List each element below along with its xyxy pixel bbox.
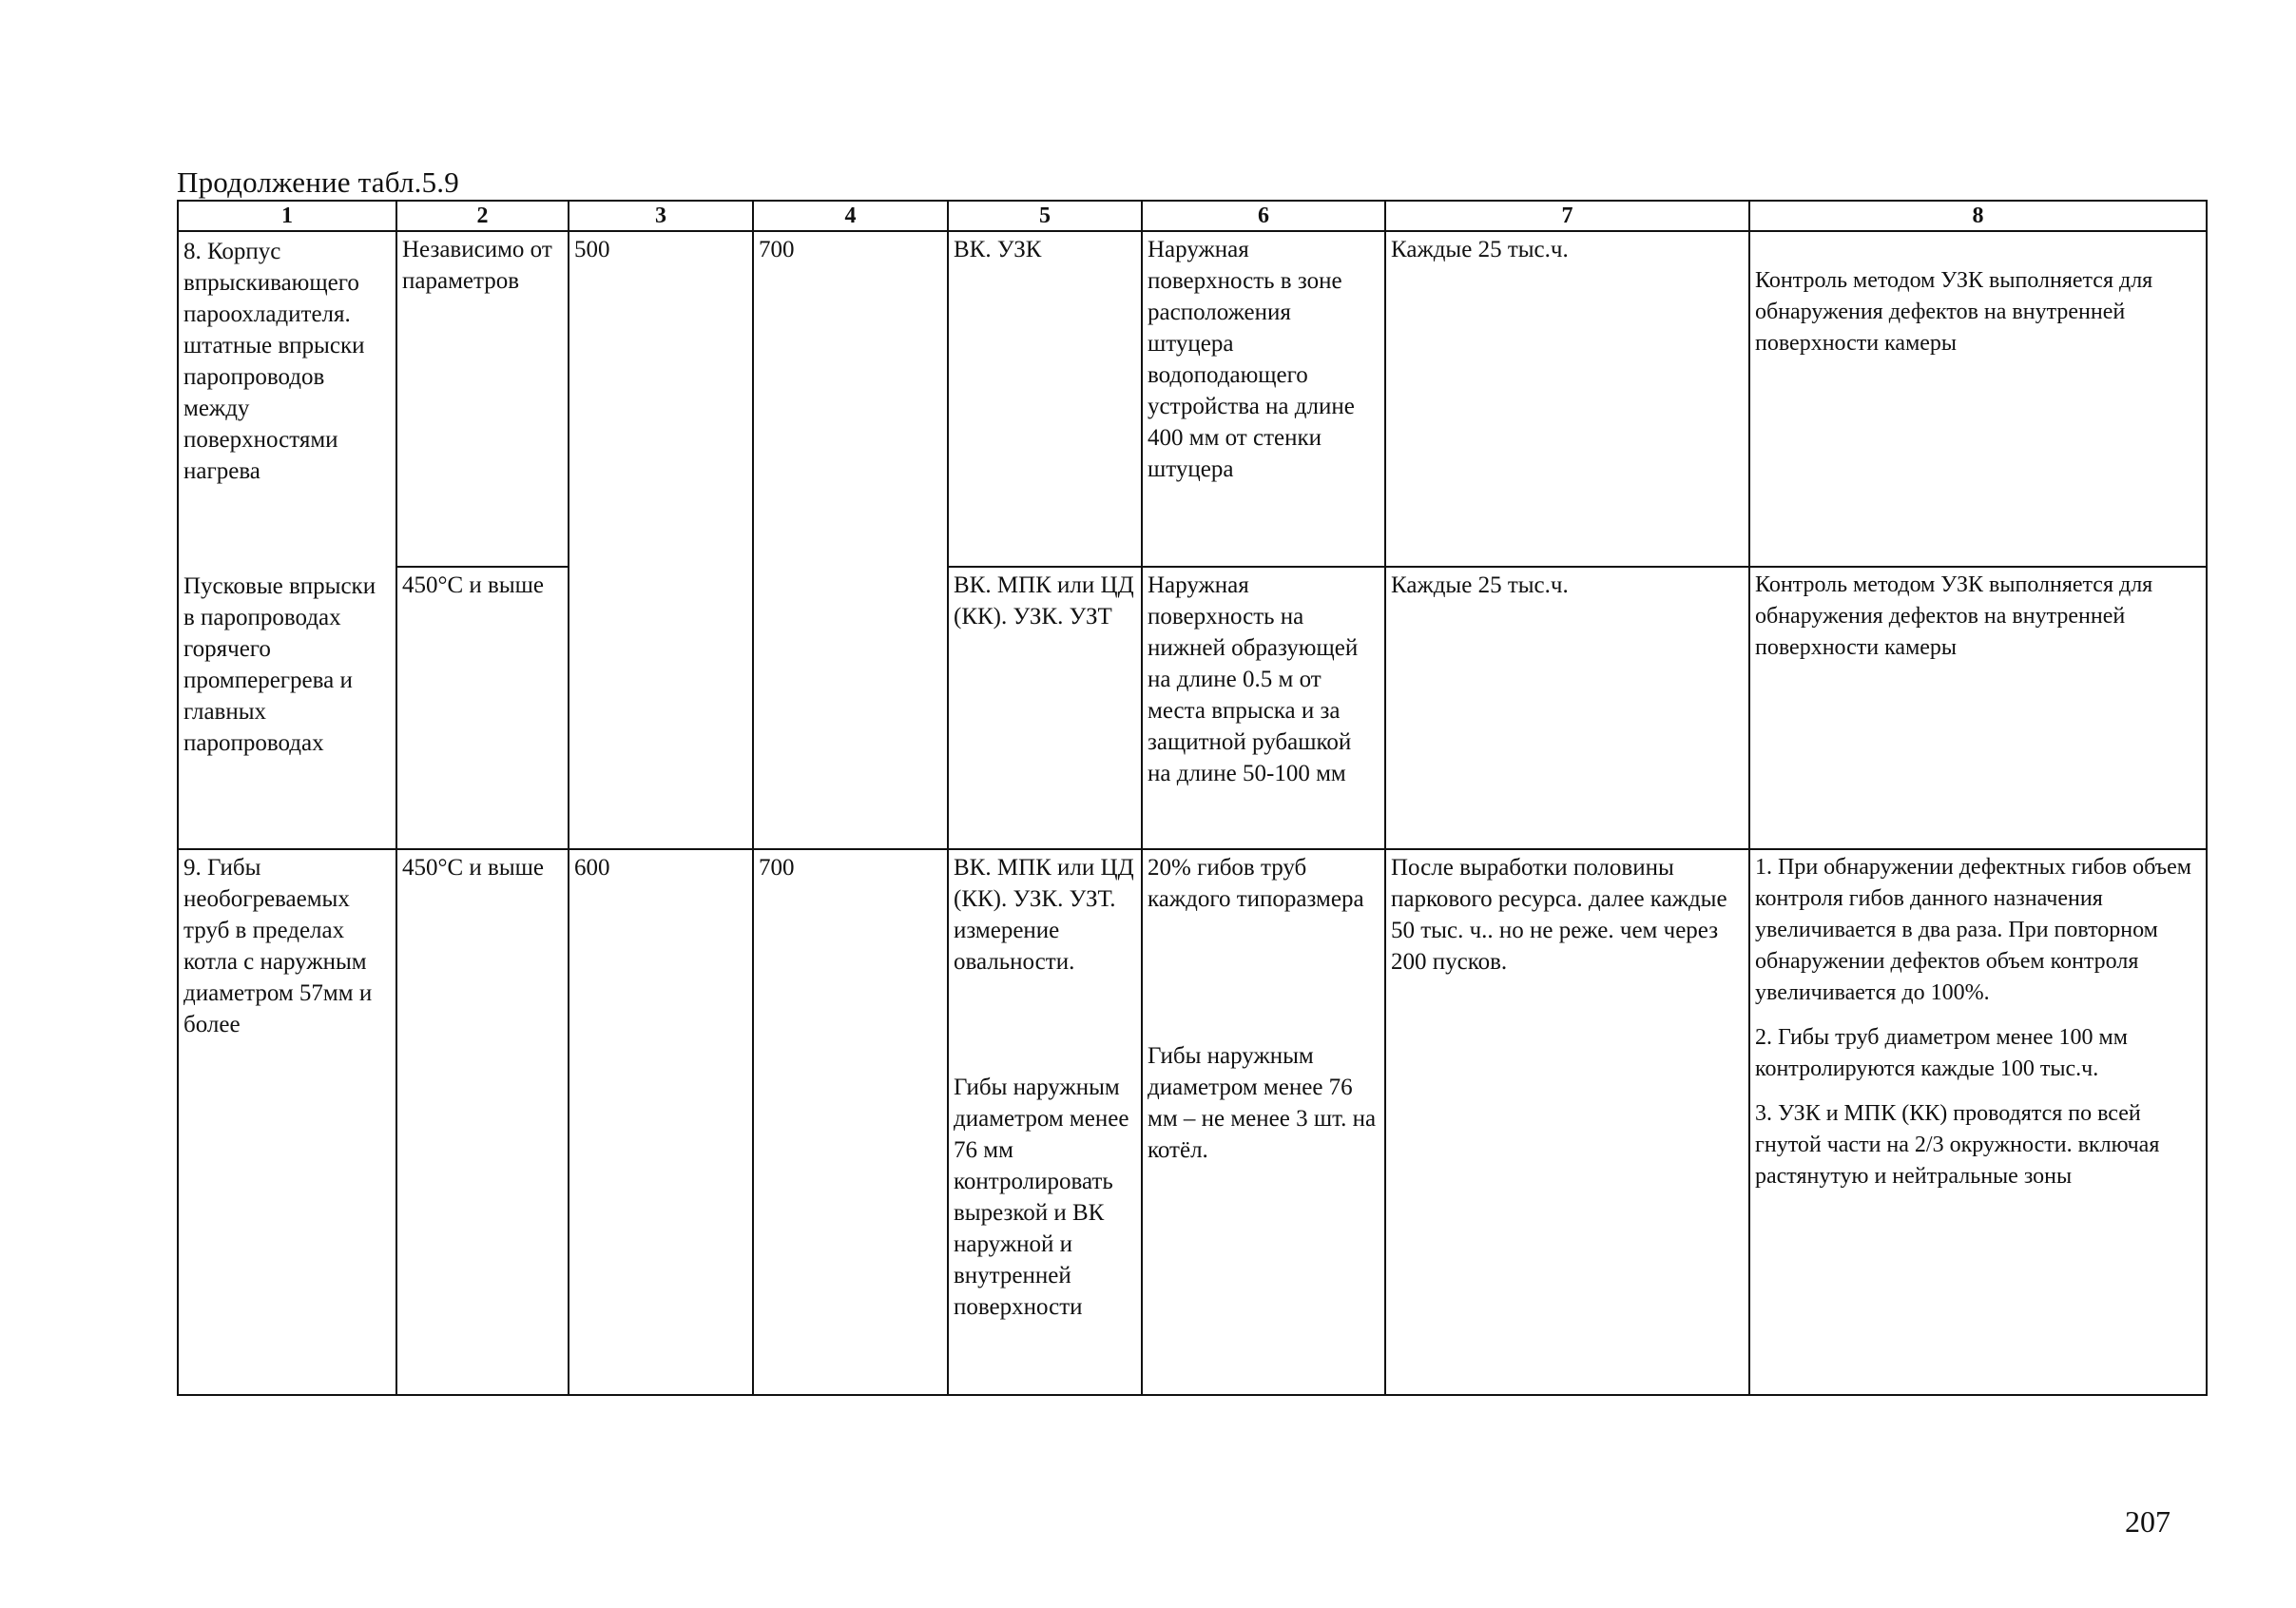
period-cell: После выработки половины паркового ресурса. далее каждые 50 тыс. ч.. но не реже. чем через 200 пусков. [1385, 849, 1749, 1395]
params-cell: 450°С и выше [396, 567, 569, 849]
value-cell-3: 500 [569, 231, 753, 849]
header-cell-4: 4 [753, 201, 948, 231]
note-text: Контроль методом УЗК выполняется для обнаружения дефектов на внутренней поверхности камеры [1755, 268, 2153, 356]
zone-cell [1142, 849, 1385, 1395]
header-row [178, 201, 2207, 231]
methods-text-a: ВК. МПК или ЦД (КК). УЗК. УЗТ. измерение овальности. [954, 855, 1134, 975]
header-cell-7: 7 [1385, 201, 1749, 231]
object-cell: 9. Гибы необогреваемых труб в пределах котла с наружным диаметром 57мм и более [178, 849, 396, 1395]
methods-text-b: Гибы наружным диаметром менее 76 мм контролировать вырезкой и ВК наружной и внутренней поверхности [954, 1075, 1129, 1320]
header-cell-1: 1 [178, 201, 396, 231]
header-cell-8: 8 [1749, 201, 2207, 231]
note-cell: Контроль методом УЗК выполняется для обнаружения дефектов на внутренней поверхности камеры [1749, 567, 2207, 849]
period-cell: Каждые 25 тыс.ч. [1385, 567, 1749, 849]
table-caption: Продолжение табл.5.9 [177, 165, 459, 199]
zone-text-b: Гибы наружным диаметром менее 76 мм – не менее 3 шт. на котёл. [1148, 1043, 1377, 1163]
methods-cell [948, 849, 1142, 1395]
params-cell: Независимо от параметров [396, 231, 569, 567]
zone-cell: Наружная поверхность на нижней образующей на длине 0.5 м от места впрыска и за защитной рубашкой на длине 50-100 мм [1142, 567, 1385, 849]
header-cell-3: 3 [569, 201, 753, 231]
table-row [178, 849, 2207, 1395]
page-number: 207 [2125, 1504, 2171, 1539]
params-cell: 450°С и выше [396, 849, 569, 1395]
note-text-1: 1. При обнаружении дефектных гибов объем контроля гибов данного назначения увеличивается в два раза. При повторном обнаружении дефектов объем контроля увеличивается до 100%. [1755, 855, 2191, 1005]
value-cell-4: 700 [753, 231, 948, 849]
methods-cell: ВК. УЗК [948, 231, 1142, 567]
period-cell: Каждые 25 тыс.ч. [1385, 231, 1749, 567]
note-text-3: 3. УЗК и МПК (КК) проводятся по всей гнутой части на 2/3 окружности. включая растянутую и нейтральные зоны [1755, 1101, 2160, 1189]
note-cell [1749, 231, 2207, 567]
note-text-2: 2. Гибы труб диаметром менее 100 мм контролируются каждые 100 тыс.ч. [1755, 1025, 2128, 1081]
object-cell: 8. Корпус впрыскивающего пароохладителя. штатные впрыски паропроводов между поверхностями нагрева [178, 231, 396, 567]
value-cell-4: 700 [753, 849, 948, 1395]
table-row [178, 567, 2207, 849]
methods-cell: ВК. МПК или ЦД (КК). УЗК. УЗТ [948, 567, 1142, 849]
zone-text-a: 20% гибов труб каждого типоразмера [1148, 855, 1364, 912]
object-cell: Пусковые впрыски в паропроводах горячего промперегрева и главных паропроводах [178, 567, 396, 849]
header-cell-5: 5 [948, 201, 1142, 231]
zone-cell: Наружная поверхность в зоне расположения штуцера водоподающего устройства на длине 400 мм от стенки штуцера [1142, 231, 1385, 567]
note-cell [1749, 849, 2207, 1395]
header-cell-2: 2 [396, 201, 569, 231]
value-cell-3: 600 [569, 849, 753, 1395]
inspection-table [177, 200, 2208, 1396]
header-cell-6: 6 [1142, 201, 1385, 231]
table-row [178, 231, 2207, 567]
